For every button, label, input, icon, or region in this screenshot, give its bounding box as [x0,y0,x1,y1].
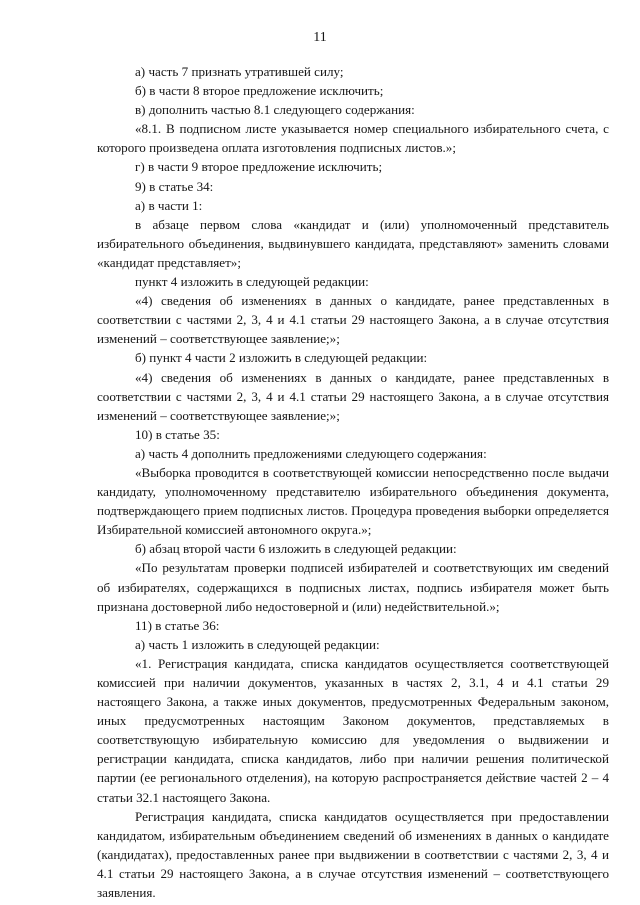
paragraph: «4) сведения об изменениях в данных о кандидате, ранее представленных в соответствии с частями 2, 3, 4 и 4.1 статьи 29 настоящего Закона, а в случае отсутствия изменений – соответствующее заявление;»; [97,369,609,423]
paragraph: в абзаце первом слова «кандидат и (или) уполномоченный представитель избирательного объединения, выдвинувшего кандидата, представляют» заменить словами «кандидат представляет»; [97,216,609,270]
paragraph: 10) в статье 35: [135,426,220,442]
paragraph: г) в части 9 второе предложение исключить; [135,159,383,175]
paragraph: а) часть 1 изложить в следующей редакции: [135,636,380,652]
paragraph: «По результатам проверки подписей избирателей и соответствующих им сведений об избирателях, содержащихся в подписных листах, подпись избирателя может быть признана достоверной либо недостоверной и (или) недействительной.»; [97,560,609,614]
paragraph: в) дополнить частью 8.1 следующего содержания: [135,102,415,118]
paragraph: а) в части 1: [135,197,203,213]
paragraph: пункт 4 изложить в следующей редакции: [135,274,369,290]
paragraph: Регистрация кандидата, списка кандидатов осуществляется при предоставлении кандидатом, избирательным объединением сведений об изменениях в данных о кандидате (кандидатах), предоставленных ранее при выдвижении в соответствии с частями 2, 3, 4 и 4.1 статьи 29 настоящего Закона, а в случае отсутствия изменений – соответствующего заявления. [97,808,609,901]
paragraph: «Выборка проводится в соответствующей комиссии непосредственно после выдачи кандидату, уполномоченному представителю избирательного объединения документа, подтверждающего прием подписных листов. Процедура проведения выборки определяется Избирательной комиссией автономного округа.»; [97,464,609,538]
paragraph: «1. Регистрация кандидата, списка кандидатов осуществляется соответствующей комиссией при наличии документов, указанных в частях 2, 3.1, 4 и 4.1 статьи 29 настоящего Закона, а также иных документов, предусмотренных Федеральным законом, иных предусмотренных настоящим Законом документов, представляемых в соответствующую избирательную комиссию для уведомления о выдвижении и регистрации кандидата, списка кандидатов, либо при наличии решения политической партии (ее регионального отделения), на которую распространяется действие частей 2 – 4 статьи 32.1 настоящего Закона. [97,655,609,805]
paragraph: б) абзац второй части 6 изложить в следующей редакции: [135,541,457,557]
paragraph: б) пункт 4 части 2 изложить в следующей редакции: [135,350,428,366]
document-body [97,62,609,902]
paragraph: «4) сведения об изменениях в данных о кандидате, ранее представленных в соответствии с частями 2, 3, 4 и 4.1 статьи 29 настоящего Закона, а в случае отсутствия изменений – соответствующее заявление;»; [97,293,609,347]
paragraph: 11) в статье 36: [135,617,220,633]
paragraph: а) часть 4 дополнить предложениями следующего содержания: [135,445,487,461]
paragraph: «8.1. В подписном листе указывается номер специального избирательного счета, с которого произведена оплата изготовления подписных листов.»; [97,121,609,156]
paragraph: а) часть 7 признать утратившей силу; [135,64,344,79]
paragraph: 9) в статье 34: [135,178,214,194]
paragraph: б) в части 8 второе предложение исключить; [135,83,384,99]
page-number: 11 [313,30,327,45]
